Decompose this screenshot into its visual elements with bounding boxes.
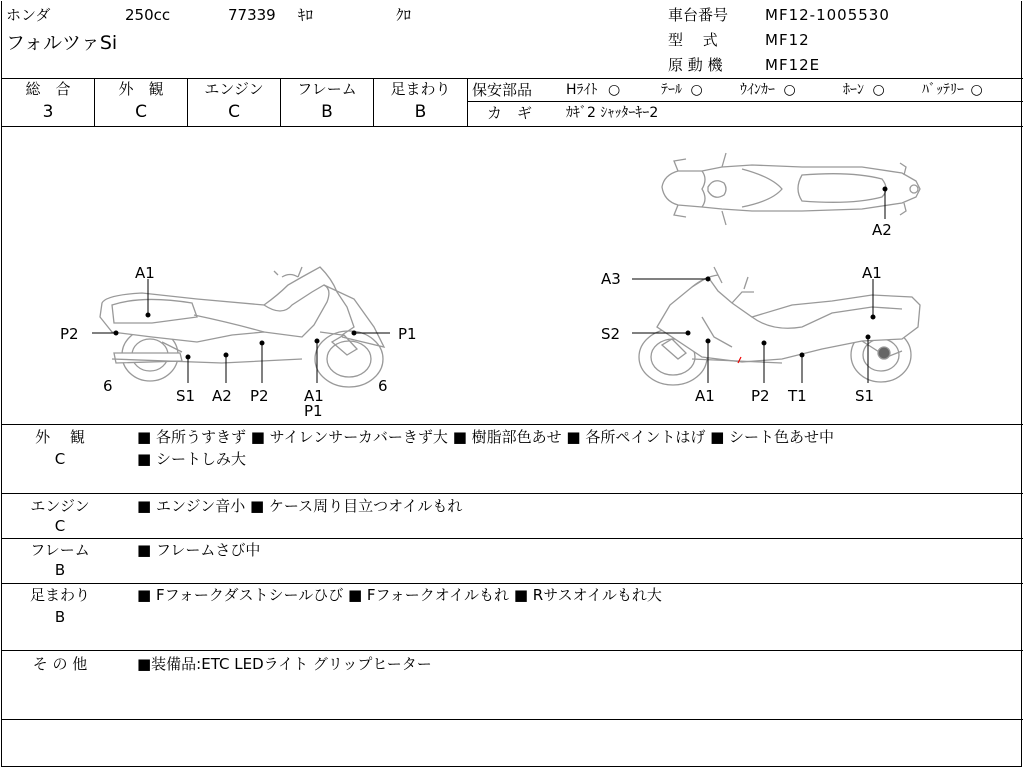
displacement: 250cc bbox=[125, 6, 171, 24]
safety-item-headlight bbox=[566, 81, 620, 99]
section-grade: C bbox=[54, 450, 66, 468]
section-grade: B bbox=[54, 561, 66, 579]
grade-exterior-value: C bbox=[135, 102, 147, 122]
section-title: 足まわり bbox=[29, 586, 90, 604]
section-line: ■ エンジン音小 ■ ケース周り目立つオイルもれ bbox=[137, 497, 463, 515]
section-grade: B bbox=[54, 608, 66, 626]
label-a2: A2 bbox=[872, 221, 892, 239]
safety-item-winker bbox=[740, 81, 796, 99]
safety-item-mark: ○ bbox=[783, 82, 796, 98]
label-p1: P1 bbox=[398, 325, 417, 343]
safety-item-horn bbox=[843, 81, 885, 99]
grade-suspension-label: 足まわり bbox=[390, 80, 451, 98]
label-p2: P2 bbox=[60, 325, 79, 343]
safety-item-name: Hﾗｲﾄ bbox=[566, 82, 598, 98]
grade-suspension-value: B bbox=[414, 102, 427, 122]
grade-frame-value: B bbox=[321, 102, 333, 122]
engine-label: 原 動 機 bbox=[668, 56, 723, 74]
section-line: ■ Fフォークダストシールひび ■ Fフォークオイルもれ ■ Rサスオイルもれ大 bbox=[137, 586, 662, 604]
grade-overall-value: 3 bbox=[42, 102, 54, 122]
scooter-top-view bbox=[662, 153, 920, 225]
section-grade: C bbox=[54, 517, 66, 535]
key-value: ｶｷﾞ2 ｼｬｯﾀｰｷｰ2 bbox=[566, 105, 659, 121]
engine-value: MF12E bbox=[765, 56, 821, 74]
section-title: フレーム bbox=[30, 541, 90, 559]
safety-item-name: ｳｲﾝｶｰ bbox=[740, 82, 775, 98]
frame-no-label: 車台番号 bbox=[668, 6, 729, 24]
grade-exterior-label: 外 観 bbox=[118, 80, 164, 98]
label-s2: S2 bbox=[601, 325, 621, 343]
grade-frame-label: フレーム bbox=[297, 80, 357, 98]
label-t1: T1 bbox=[788, 387, 807, 405]
mileage: 77339 bbox=[228, 6, 276, 24]
safety-item-name: ﾎｰﾝ bbox=[843, 82, 864, 98]
key-label: カ ギ bbox=[487, 104, 533, 122]
section-title: 外 観 bbox=[35, 428, 85, 446]
model-name: フォルツァSi bbox=[6, 32, 118, 54]
label-a2: A2 bbox=[212, 387, 232, 405]
grade-overall-label: 総 合 bbox=[25, 80, 71, 98]
section-line: ■ フレームさび中 bbox=[137, 541, 261, 559]
damage-diagram bbox=[2, 127, 1021, 424]
label-a1: A1 bbox=[862, 264, 882, 282]
scooter-left-side-view bbox=[100, 267, 384, 387]
label-p2: P2 bbox=[751, 387, 770, 405]
section-line: ■ シートしみ大 bbox=[137, 450, 246, 468]
label-s1: S1 bbox=[176, 387, 196, 405]
safety-item-mark: ○ bbox=[690, 82, 703, 98]
body-color: ｸﾛ bbox=[396, 6, 412, 24]
label-a3: A3 bbox=[601, 270, 621, 288]
section-title: エンジン bbox=[30, 497, 90, 515]
safety-item-mark: ○ bbox=[607, 82, 621, 98]
frame-no: MF12-1005530 bbox=[765, 6, 890, 24]
label-a1: A1 bbox=[695, 387, 715, 405]
label-p2: P2 bbox=[250, 387, 269, 405]
mileage-unit: ｷﾛ bbox=[298, 6, 314, 24]
section-line: ■ 各所うすきず ■ サイレンサーカバーきず大 ■ 樹脂部色あせ ■ 各所ペイントはげ ■ シート色あせ中 bbox=[137, 428, 835, 446]
scooter-right-side-view bbox=[639, 267, 920, 385]
grade-engine-label: エンジン bbox=[204, 80, 264, 98]
safety-label: 保安部品 bbox=[472, 81, 533, 99]
label-a1: A1 bbox=[304, 387, 324, 405]
label-a1: A1 bbox=[135, 264, 155, 282]
type-value: MF12 bbox=[765, 31, 810, 49]
maker: ホンダ bbox=[6, 6, 51, 24]
grade-engine-value: C bbox=[228, 102, 240, 122]
safety-item-mark: ○ bbox=[970, 82, 983, 98]
label-6: 6 bbox=[378, 377, 388, 395]
section-line: ■装備品:ETC LEDライト グリップヒーター bbox=[137, 655, 432, 673]
label-p1: P1 bbox=[304, 402, 323, 420]
section-title: そ の 他 bbox=[32, 655, 88, 673]
label-s1: S1 bbox=[855, 387, 875, 405]
safety-item-battery bbox=[922, 81, 983, 99]
safety-item-mark: ○ bbox=[872, 82, 885, 98]
safety-item-name: ﾃｰﾙ bbox=[661, 82, 682, 98]
label-6: 6 bbox=[103, 377, 113, 395]
safety-item-taillight bbox=[661, 81, 703, 99]
safety-item-name: ﾊﾞｯﾃﾘｰ bbox=[922, 82, 964, 98]
type-label: 型 式 bbox=[668, 31, 718, 49]
